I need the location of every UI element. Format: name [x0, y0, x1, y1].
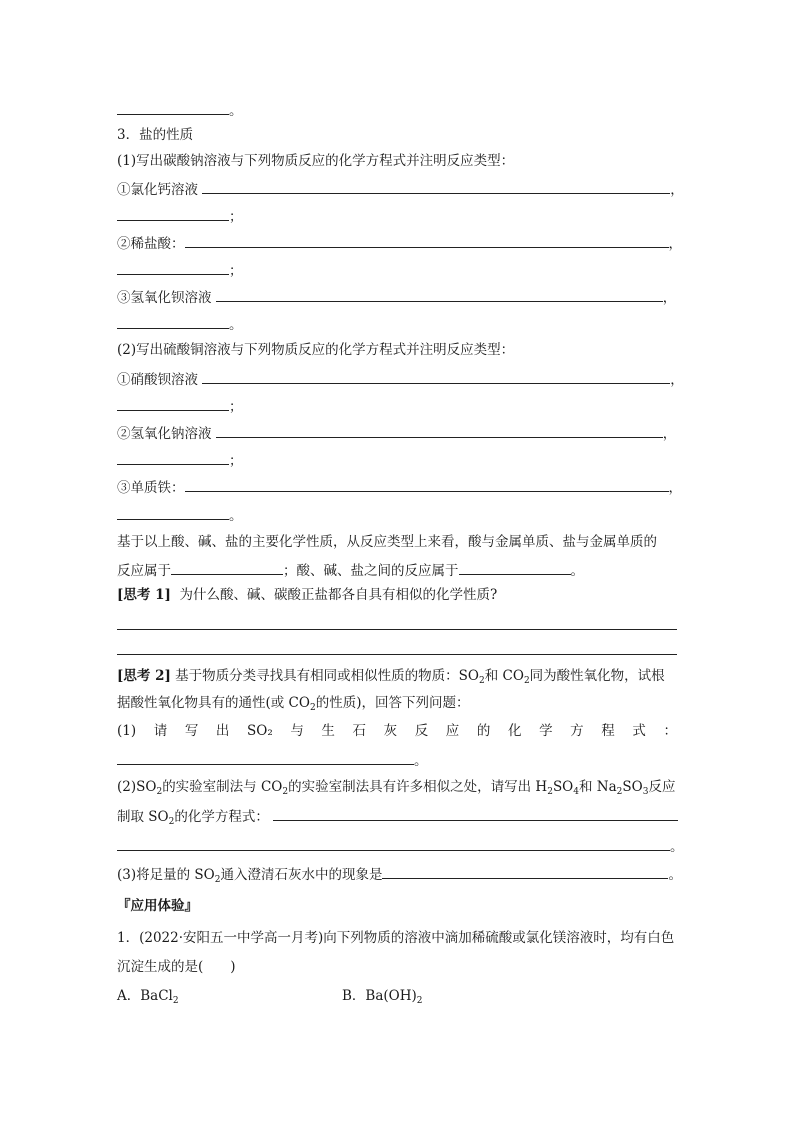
q1-word: 出: [215, 723, 230, 739]
reaction-type-blank[interactable]: [117, 450, 229, 465]
q1-word: 式: [632, 723, 646, 739]
q1-item-3: ③氢氧化钡溶液 ，: [117, 287, 676, 307]
answer-line[interactable]: [117, 654, 677, 655]
q2-item-1: ①硝酸钡溶液 ，: [117, 369, 684, 389]
think-2-q2-line-3: 。: [117, 836, 684, 856]
answer-blank[interactable]: [202, 369, 670, 384]
answer-blank[interactable]: [185, 233, 669, 248]
answer-blank[interactable]: [216, 287, 663, 302]
think-2-q1: [117, 722, 677, 740]
option-a[interactable]: A．BaCl$_2$: [117, 988, 179, 1006]
q1-word: 与: [290, 723, 304, 739]
think-2-q1-answer: 。: [117, 750, 428, 770]
q1-item-2: ②稀盐酸： ，: [117, 233, 682, 253]
q2-item-3: ③单质铁： ，: [117, 477, 682, 497]
answer-line[interactable]: [117, 629, 677, 630]
answer-blank[interactable]: [382, 864, 668, 879]
q1-word: 的: [476, 723, 491, 739]
think-2-q2-line-1: $(2)SO_2$的实验室制法与 $CO_2$的实验室制法具有许多相似之处，请写出 $H_2SO_4$和 $Na_2SO_3$反应: [117, 779, 676, 797]
answer-blank[interactable]: [117, 750, 414, 765]
q1-word: 应: [445, 723, 460, 739]
q2-item-2-type: ；: [117, 450, 243, 470]
summary-line-2: 反应属于 ；酸、碱、盐之间的反应属于 。: [117, 560, 584, 580]
blank[interactable]: [117, 100, 229, 115]
top-answer-line: 。: [117, 100, 243, 120]
question-1-prompt: (1)写出碳酸钠溶液与下列物质反应的化学方程式并注明反应类型：: [117, 153, 515, 169]
think-2-line-2: 据酸性氧化物具有的通性(或 $CO_2$的性质)，回答下列问题：: [117, 695, 470, 713]
q1-item-2-type: ；: [117, 260, 243, 280]
q1-item-3-type: 。: [117, 314, 243, 334]
q1-item-1: ①氯化钙溶液 ，: [117, 179, 684, 199]
q1-word: 程: [601, 723, 615, 739]
q2-item-3-type: 。: [117, 505, 243, 525]
reaction-type-blank[interactable]: [117, 396, 229, 411]
q1-word: ：: [663, 723, 677, 739]
answer-blank[interactable]: [117, 836, 670, 851]
q1-word: 方: [570, 723, 584, 739]
q1-word: 生: [321, 723, 335, 739]
think-1: [思考 1] 为什么酸、碱、碳酸正盐都各自具有相似的化学性质?: [117, 587, 498, 603]
q2-item-2: ②氢氧化钠溶液 ，: [117, 423, 676, 443]
q1-word: 请: [153, 723, 168, 739]
answer-blank[interactable]: [459, 560, 571, 575]
summary-line-1: 基于以上酸、碱、盐的主要化学性质，从反应类型上来看，酸与金属单质、盐与金属单质的: [117, 534, 657, 550]
answer-blank[interactable]: [171, 560, 283, 575]
q1-word: 写: [184, 723, 199, 739]
question-2-prompt: (2)写出硫酸铜溶液与下列物质反应的化学方程式并注明反应类型：: [117, 342, 515, 358]
question-1-line-1: 1．(2022·安阳五一中学高一月考)向下列物质的溶液中滴加稀硫酸或氯化镁溶液时，均有白色: [117, 930, 675, 946]
think-2-q3: (3)将足量的 $SO_2$通入澄清石灰水中的现象是 。: [117, 864, 682, 889]
q1-word: SO₂: [247, 723, 273, 739]
q1-word: 化: [507, 723, 522, 739]
think-2-tag: [思考 2]: [117, 668, 171, 684]
reaction-type-blank[interactable]: [117, 505, 229, 520]
reaction-type-blank[interactable]: [117, 206, 229, 221]
answer-blank[interactable]: [273, 806, 678, 821]
question-1-line-2: 沉淀生成的是( ): [117, 959, 236, 975]
q1-word: 石: [352, 723, 367, 739]
answer-blank[interactable]: [185, 477, 669, 492]
q1-item-1-type: ；: [117, 206, 243, 226]
section-heading-apply: 『应用体验』: [117, 898, 198, 914]
q1-word: (1): [117, 723, 137, 739]
q1-word: 灰: [383, 723, 398, 739]
q1-word: 学: [539, 723, 553, 739]
answer-blank[interactable]: [216, 423, 663, 438]
think-1-tag: [思考 1]: [117, 587, 171, 603]
think-2-q2-line-2: 制取 $SO_2$的化学方程式：: [117, 806, 678, 831]
option-b[interactable]: B．$Ba(OH)_2$: [342, 988, 423, 1006]
think-2-line-1: [思考 2] 基于物质分类寻找具有相同或相似性质的物质：$SO_2$和 $CO_2$同为酸性氧化物，试根: [117, 668, 665, 686]
q1-word: 反: [414, 723, 429, 739]
reaction-type-blank[interactable]: [117, 260, 229, 275]
q2-item-1-type: ；: [117, 396, 243, 416]
reaction-type-blank[interactable]: [117, 314, 229, 329]
section-title: 3．盐的性质: [117, 127, 194, 143]
answer-blank[interactable]: [202, 179, 670, 194]
